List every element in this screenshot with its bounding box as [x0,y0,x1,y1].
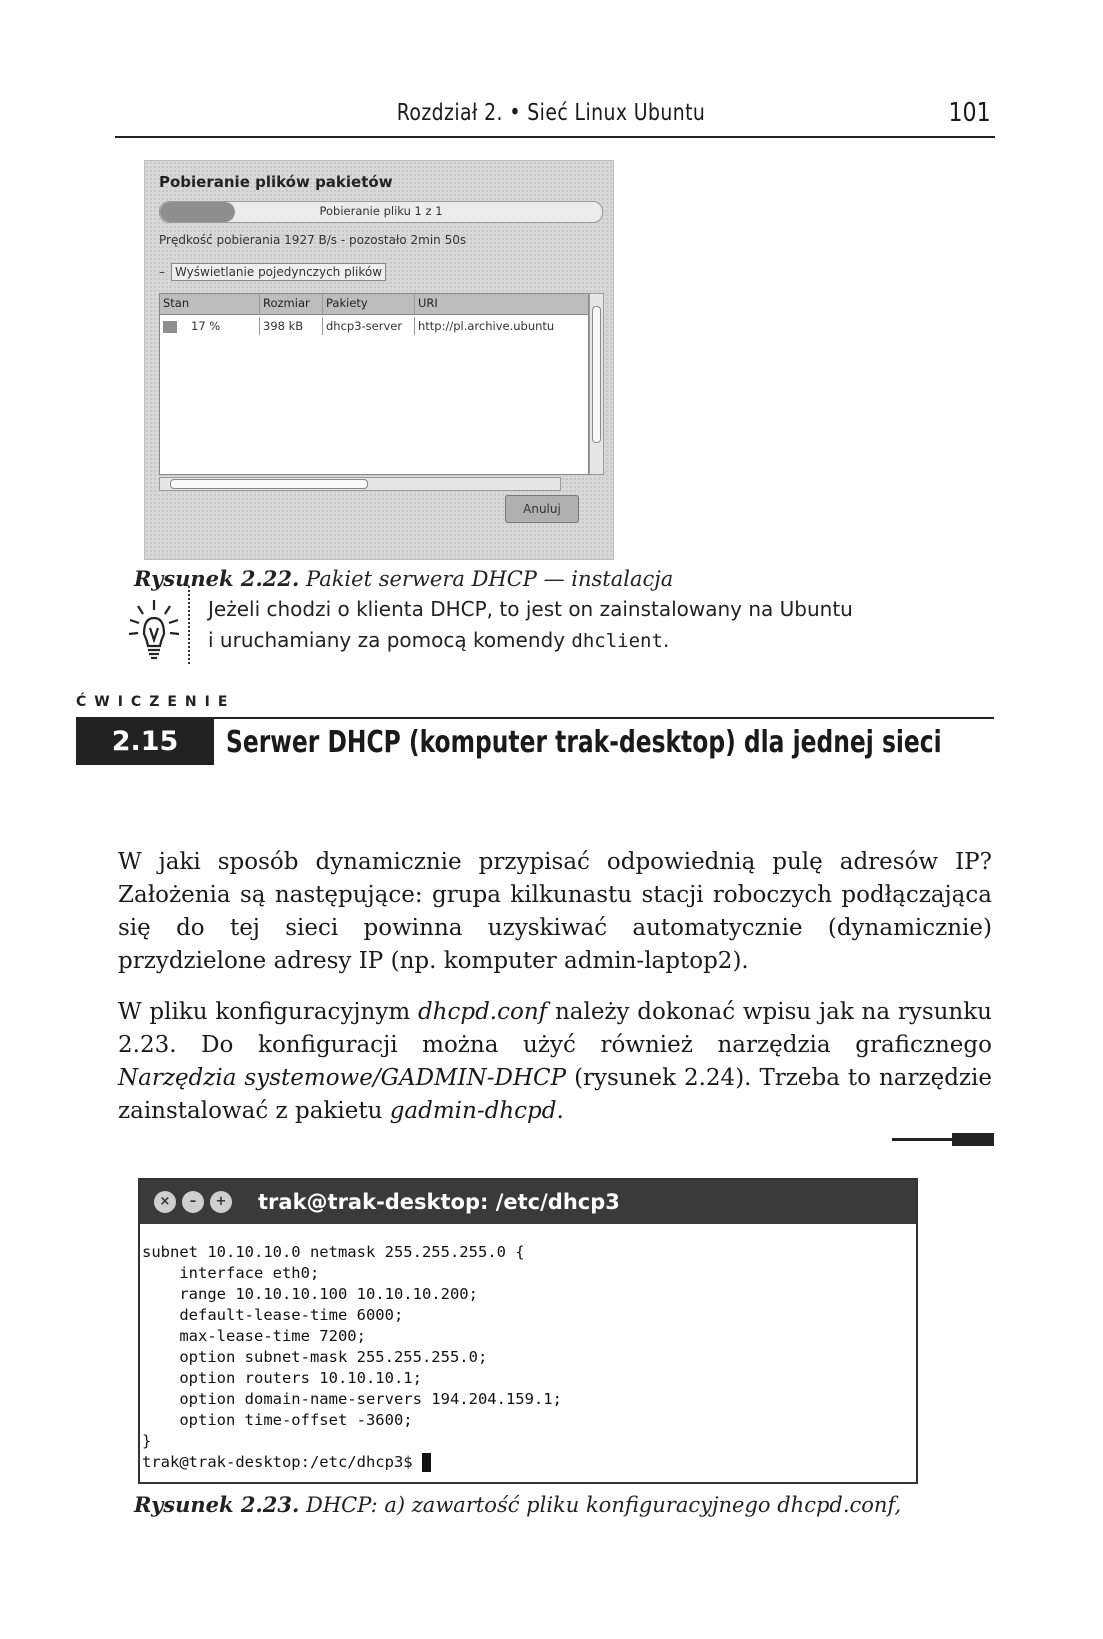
exercise-number: 2.15 [76,719,214,765]
menu-path-gadmin-dhcp: Narzędzia systemowe/GADMIN-DHCP [118,1065,567,1091]
horizontal-scroll-thumb[interactable] [170,479,368,489]
package-gadmin-dhcpd: gadmin-dhcpd [389,1098,557,1124]
shell-prompt: trak@trak-desktop:/etc/dhcp3$ [142,1453,422,1471]
exercise-title: Serwer DHCP (komputer trak-desktop) dla jednej sieci [226,725,942,760]
figure-label: Rysunek 2.23. [134,1492,300,1517]
running-title: Rozdział 2. • Sieć Linux Ubuntu [396,100,705,126]
vertical-scrollbar[interactable] [589,293,604,475]
expander-sign: – [159,265,165,279]
cell-uri: http://pl.archive.ubuntu [418,319,555,333]
config-line: } [142,1432,152,1450]
tip-command: dhclient [571,630,663,652]
figure-caption-2-23 [134,1492,901,1517]
cell-package: dhcp3-server [323,317,415,335]
column-header-packages[interactable]: Pakiety [323,294,415,314]
tip-line-1: Jeżeli chodzi o klienta DHCP, to jest on zainstalowany na Ubuntu [208,597,853,621]
progress-text: Pobieranie pliku 1 z 1 [319,204,443,218]
config-line: subnet 10.10.10.0 netmask 255.255.255.0 { [142,1243,525,1261]
minimize-icon[interactable]: – [182,1191,204,1213]
tip-text [208,594,908,657]
column-header-uri[interactable]: URI [418,296,438,310]
close-icon[interactable]: × [154,1191,176,1213]
terminal-title: trak@trak-desktop: /etc/dhcp3 [258,1190,620,1214]
terminal-titlebar [140,1180,916,1224]
figure-label: Rysunek 2.22. [134,566,300,591]
filename-dhcpd-conf: dhcpd.conf [417,999,548,1025]
config-line: max-lease-time 7200; [142,1327,366,1345]
expander-label: Wyświetlanie pojedynczych plików [171,263,386,281]
paragraph-2 [118,996,992,1128]
figure-text: DHCP: a) zawartość pliku konfiguracyjnego dhcpd.conf, [299,1493,902,1517]
figure-caption-2-22 [134,566,673,591]
config-line: option time-offset -3600; [142,1411,413,1429]
paragraph-2-text-2: należy dokonać wpisu jak na rysunku 2.23. Do konfiguracji można użyć również narzędzia graficznego [118,999,992,1058]
paragraph-1: W jaki sposób dynamicznie przypisać odpowiednią pulę adresów IP? Założenia są następujące: grupa kilkunastu stacji roboczych podłączająca się do tej sieci powinna uzyskiwać automatycznie (dynamicznie) przydzielone adresy IP (np. komputer admin-laptop2). [118,849,992,974]
status-percent: 17 % [191,319,221,333]
config-line: default-lease-time 6000; [142,1306,404,1324]
file-table [159,293,589,475]
exercise-end-marker [952,1133,994,1146]
lightbulb-tip-icon [128,598,180,662]
download-dialog-screenshot [144,160,614,560]
terminal-cursor [422,1453,431,1472]
page-number: 101 [948,98,991,128]
config-line: option domain-name-servers 194.204.159.1; [142,1390,562,1408]
cancel-button[interactable]: Anuluj [505,495,579,523]
cell-size: 398 kB [260,317,323,335]
tip-line-2: i uruchamiany za pomocą komendy [208,628,572,652]
download-speed-text: Prędkość pobierania 1927 B/s - pozostało 2min 50s [159,233,467,247]
config-line: range 10.10.10.100 10.10.10.200; [142,1285,478,1303]
column-header-status[interactable]: Stan [160,294,260,314]
table-row[interactable] [160,315,588,337]
config-line: option subnet-mask 255.255.255.0; [142,1348,488,1366]
terminal-window-screenshot [138,1178,918,1484]
dialog-title: Pobieranie plików pakietów [159,173,393,191]
paragraph-2-text-3: (rysunek 2.24). Trzeba to narzędzie zainstalować z pakietu [118,1065,993,1124]
row-progress-indicator [163,321,177,333]
column-header-size[interactable]: Rozmiar [260,294,323,314]
tip-line-2-suffix: . [662,628,670,652]
terminal-output[interactable] [142,1242,562,1473]
maximize-icon[interactable]: + [210,1191,232,1213]
exercise-label: ĆWICZENIE [76,694,236,710]
vertical-scroll-thumb[interactable] [592,306,601,443]
running-header [115,96,995,138]
config-line: option routers 10.10.10.1; [142,1369,422,1387]
paragraph-2-text-4: . [556,1098,564,1124]
config-line: interface eth0; [142,1264,320,1282]
paragraph-2-text-1: W pliku konfiguracyjnym [118,999,418,1025]
tip-divider [188,586,190,664]
cell-status [160,317,260,335]
table-header [160,294,588,315]
file-list-expander[interactable] [159,263,386,281]
figure-text: Pakiet serwera DHCP — instalacja [299,567,674,591]
horizontal-scrollbar[interactable] [159,477,561,491]
download-progress-bar [159,201,603,223]
